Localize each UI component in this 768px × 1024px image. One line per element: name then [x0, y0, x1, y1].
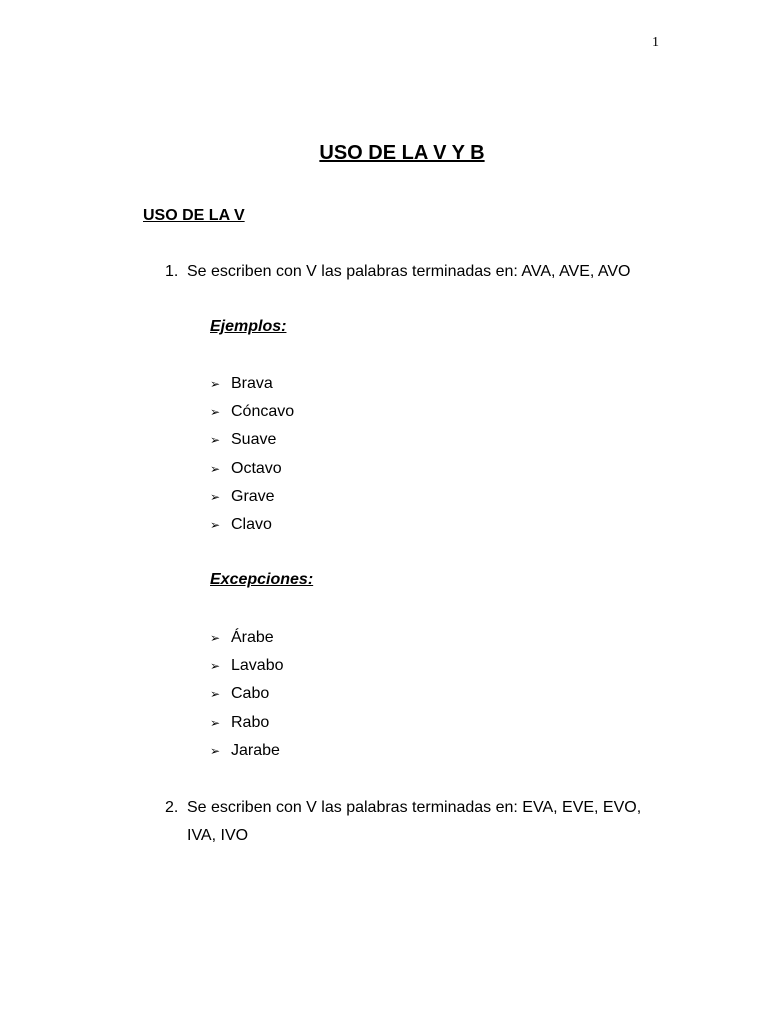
list-item	[210, 680, 284, 708]
arrowhead-bullet-icon: ➢	[210, 405, 221, 420]
list-item	[210, 737, 284, 765]
list-item	[210, 370, 294, 398]
arrowhead-bullet-icon: ➢	[210, 461, 221, 476]
arrowhead-bullet-icon: ➢	[210, 715, 221, 730]
examples-list	[210, 370, 294, 539]
exceptions-list	[210, 624, 284, 765]
list-item	[210, 483, 294, 511]
arrowhead-bullet-icon: ➢	[210, 743, 221, 758]
arrowhead-bullet-icon: ➢	[210, 377, 221, 391]
list-item-text: Cóncavo	[231, 403, 295, 421]
document-title: USO DE LA V Y B	[319, 142, 485, 164]
list-item-text: Lavabo	[231, 657, 284, 675]
list-item	[210, 624, 284, 652]
rule-item	[165, 794, 685, 850]
rule-number: 2.	[165, 799, 179, 816]
rule-text: Se escriben con V las palabras terminadas en: AVA, AVE, AVO	[187, 263, 631, 280]
list-item-text: Brava	[231, 375, 273, 392]
list-item	[210, 709, 284, 737]
exceptions-heading: Excepciones:	[210, 571, 314, 588]
rule-text: Se escriben con V las palabras terminadas en: EVA, EVE, EVO, IVA, IVO	[187, 799, 642, 844]
section-heading: USO DE LA V	[143, 207, 245, 224]
list-item-text: Suave	[231, 431, 277, 449]
list-item-text: Clavo	[231, 515, 272, 533]
list-item-text: Árabe	[231, 629, 274, 646]
list-item	[210, 511, 294, 539]
list-item	[210, 398, 294, 426]
list-item	[210, 455, 294, 483]
examples-heading: Ejemplos:	[210, 318, 287, 335]
list-item	[210, 652, 284, 680]
rule-item	[165, 258, 685, 286]
list-item-text: Grave	[231, 487, 275, 505]
list-item-text: Octavo	[231, 459, 282, 477]
list-item-text: Cabo	[231, 685, 270, 703]
list-item-text: Jarabe	[231, 741, 280, 759]
list-item	[210, 426, 294, 454]
arrowhead-bullet-icon: ➢	[210, 489, 221, 504]
rule-number: 1.	[165, 263, 179, 280]
list-item-text: Rabo	[231, 713, 270, 731]
arrowhead-bullet-icon: ➢	[210, 517, 221, 532]
page-number: 1	[652, 35, 659, 50]
arrowhead-bullet-icon: ➢	[210, 631, 221, 645]
arrowhead-bullet-icon: ➢	[210, 687, 221, 702]
arrowhead-bullet-icon: ➢	[210, 433, 221, 448]
arrowhead-bullet-icon: ➢	[210, 659, 221, 674]
